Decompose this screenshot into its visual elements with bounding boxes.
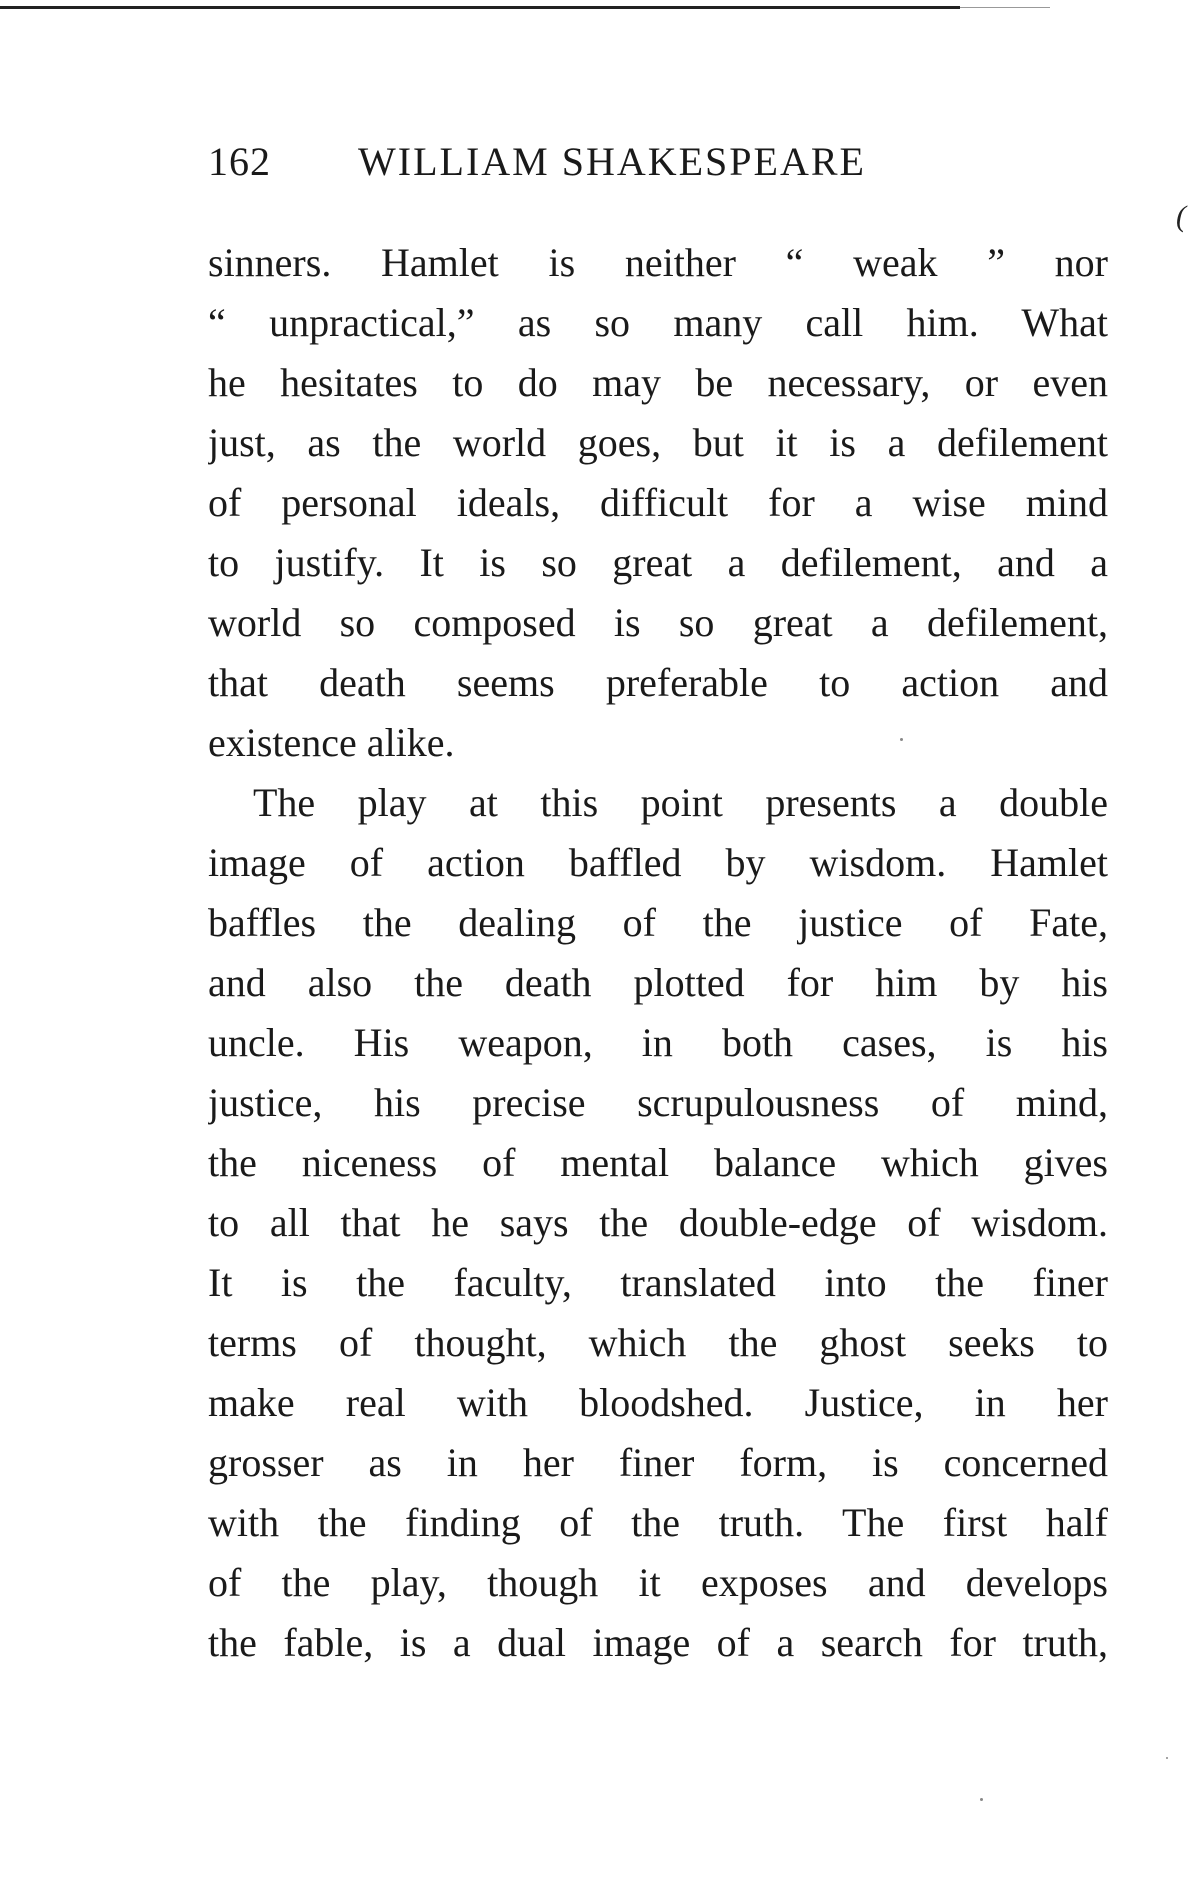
text-line: grosser as in her finer form, is concerned — [208, 1440, 1108, 1485]
margin-mark: ( — [1176, 200, 1186, 233]
text-line: “ unpractical,” as so many call him. What — [208, 300, 1108, 345]
text-line: terms of thought, which the ghost seeks to — [208, 1320, 1108, 1365]
text-line: the niceness of mental balance which gives — [208, 1140, 1108, 1185]
paper-speck — [980, 1798, 983, 1801]
text-line: of the play, though it exposes and develops — [208, 1560, 1108, 1605]
text-line: world so composed is so great a defilement, — [208, 600, 1108, 645]
text-line: baffles the dealing of the justice of Fate, — [208, 900, 1108, 945]
text-line: of personal ideals, difficult for a wise mind — [208, 480, 1108, 525]
running-title: WILLIAM SHAKESPEARE — [358, 139, 866, 184]
text-line: The play at this point presents a double — [253, 780, 1108, 825]
running-head — [208, 138, 1108, 198]
text-line: image of action baffled by wisdom. Hamlet — [208, 840, 1108, 885]
text-line: the fable, is a dual image of a search for truth, — [208, 1620, 1108, 1665]
text-line: to all that he says the double-edge of wisdom. — [208, 1200, 1108, 1245]
paper-speck — [900, 738, 903, 741]
text-line: to justify. It is so great a defilement, and a — [208, 540, 1108, 585]
text-line: existence alike. — [208, 720, 455, 765]
text-line: that death seems preferable to action and — [208, 660, 1108, 705]
top-edge-rule-faint — [960, 7, 1050, 8]
text-line: sinners. Hamlet is neither “ weak ” nor — [208, 240, 1108, 285]
text-line: just, as the world goes, but it is a defilement — [208, 420, 1108, 465]
text-line: uncle. His weapon, in both cases, is his — [208, 1020, 1108, 1065]
text-line: justice, his precise scrupulousness of mind, — [208, 1080, 1108, 1125]
text-line: he hesitates to do may be necessary, or even — [208, 360, 1108, 405]
paragraph-2 — [208, 773, 1108, 1673]
page-number: 162 — [208, 139, 271, 184]
paper-speck — [1166, 1757, 1168, 1759]
book-page — [208, 138, 1108, 1673]
top-edge-rule — [0, 6, 960, 9]
text-line: and also the death plotted for him by his — [208, 960, 1108, 1005]
text-line: make real with bloodshed. Justice, in her — [208, 1380, 1108, 1425]
text-line: with the finding of the truth. The first half — [208, 1500, 1108, 1545]
paragraph-1 — [208, 233, 1108, 773]
text-line: It is the faculty, translated into the finer — [208, 1260, 1108, 1305]
